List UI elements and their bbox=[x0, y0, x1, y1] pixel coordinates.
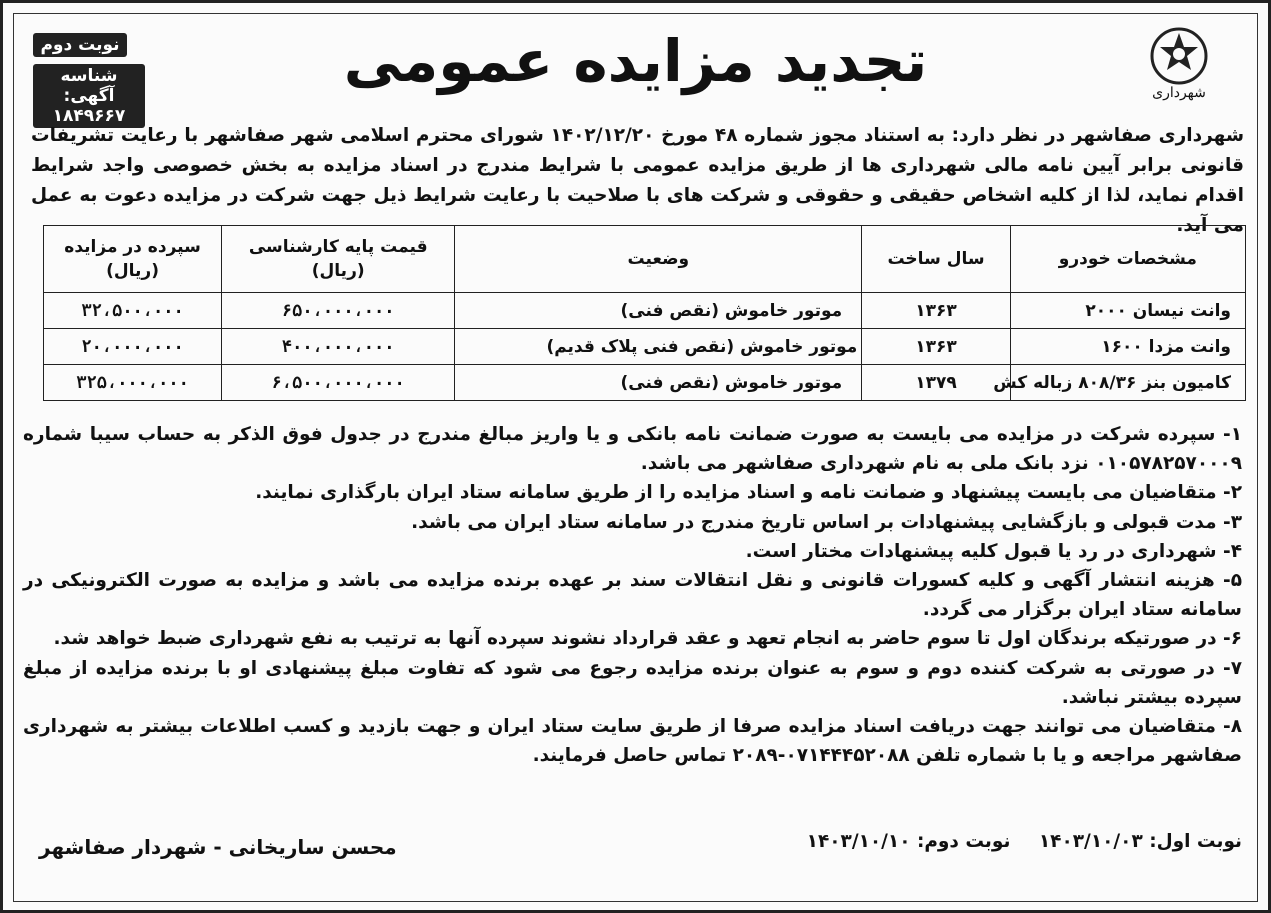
ad-id-badge: شناسه آگهی: ۱۸۴۹۶۶۷ bbox=[33, 64, 145, 128]
condition-item: ۴- شهرداری در رد یا قبول کلیه پیشنهادات مختار است. bbox=[745, 540, 1242, 562]
logo-text: شهرداری bbox=[1152, 85, 1206, 101]
round-badge: نوبت دوم bbox=[33, 33, 127, 57]
header-spec: مشخصات خودرو bbox=[1010, 226, 1245, 293]
cell-base-price: ۴۰۰،۰۰۰،۰۰۰ bbox=[222, 329, 455, 365]
footer bbox=[23, 831, 1242, 895]
cell-deposit: ۲۰،۰۰۰،۰۰۰ bbox=[44, 329, 222, 365]
header-base-price: قیمت پایه کارشناسی (ریال) bbox=[222, 226, 455, 293]
condition-item: ۲- متقاضیان می بایست پیشنهاد و ضمانت نامه و اسناد مزایده را از طریق سامانه ستاد ایران بارگذاری نمایند. bbox=[255, 482, 1242, 504]
publication-dates bbox=[785, 831, 1242, 852]
cell-deposit: ۳۲۵،۰۰۰،۰۰۰ bbox=[44, 365, 222, 401]
cell-status: موتور خاموش (نقص فنی) bbox=[455, 293, 862, 329]
cell-spec: وانت مزدا ۱۶۰۰ bbox=[1010, 329, 1245, 365]
cell-spec: کامیون بنز ۸۰۸/۳۶ زباله کش bbox=[1010, 365, 1245, 401]
table-row bbox=[44, 365, 1246, 401]
vehicles-table bbox=[43, 225, 1246, 401]
intro-paragraph: شهرداری صفاشهر در نظر دارد: به استناد مجوز شماره ۴۸ مورخ ۱۴۰۲/۱۲/۲۰ شورای محترم اسلامی شهر صفاشهر با رعایت تشریفات قانونی برابر آیین نامه مالی شهرداری ها از طریق مزایده عمومی با شرایط مندرج در اسناد مزایده به بخش خصوصی واجد شرایط اقدام نماید، لذا از کلیه اشخاص حقیقی و حقوقی و شرکت های با صلاحیت با رعایت شرایط ذیل جهت شرکت در مزایده دعوت به عمل می آید. bbox=[31, 125, 1245, 236]
condition-item: ۸- متقاضیان می توانند جهت دریافت اسناد مزایده صرفا از طریق سایت ستاد ایران و جهت بازدید و کسب اطلاعات بیشتر به شهرداری صفاشهر مراجعه و یا با شماره تلفن ۰۷۱۴۴۴۵۲۰۸۸-۲۰۸۹ تماس حاصل فرمایند. bbox=[23, 716, 1242, 767]
page-title: تجدید مزایده عمومی bbox=[343, 27, 928, 95]
cell-year: ۱۳۶۳ bbox=[862, 293, 1010, 329]
cell-status: موتور خاموش (نقص فنی پلاک قدیم) bbox=[455, 329, 862, 365]
table-row bbox=[44, 293, 1246, 329]
cell-year: ۱۳۶۳ bbox=[862, 329, 1010, 365]
condition-item: ۶- در صورتیکه برندگان اول تا سوم حاضر به انجام تعهد و عقد قرارداد نشوند سپرده آنها به ترتیب به نفع شهرداری ضبط خواهد شد. bbox=[53, 628, 1242, 650]
signature: محسن ساریخانی - شهردار صفاشهر bbox=[39, 835, 397, 859]
cell-base-price: ۶،۵۰۰،۰۰۰،۰۰۰ bbox=[222, 365, 455, 401]
cell-base-price: ۶۵۰،۰۰۰،۰۰۰ bbox=[222, 293, 455, 329]
header bbox=[21, 25, 1250, 126]
header-deposit: سپرده در مزایده (ریال) bbox=[44, 226, 222, 293]
municipality-emblem-icon bbox=[1134, 25, 1224, 87]
cell-year: ۱۳۷۹ bbox=[862, 365, 1010, 401]
condition-item: ۷- در صورتی به شرکت کننده دوم و سوم به عنوان برنده مزایده رجوع می شود که تفاوت مبلغ پیشنهادی او با برنده مزایده از مبلغ سپرده بیشتر نباشد. bbox=[23, 657, 1242, 708]
second-round-date: نوبت دوم: ۱۴۰۳/۱۰/۱۰ bbox=[806, 831, 1011, 852]
condition-item: ۵- هزینه انتشار آگهی و کلیه کسورات قانونی و نقل انتقالات سند بر عهده برنده مزایده می باشد و مزایده به صورت الکترونیکی در سامانه ستاد ایران برگزار می گردد. bbox=[23, 570, 1242, 621]
first-round-date: نوبت اول: ۱۴۰۳/۱۰/۰۳ bbox=[1038, 831, 1242, 852]
cell-status: موتور خاموش (نقص فنی) bbox=[455, 365, 862, 401]
cell-spec: وانت نیسان ۲۰۰۰ bbox=[1010, 293, 1245, 329]
header-year: سال ساخت bbox=[862, 226, 1010, 293]
conditions-list bbox=[23, 420, 1242, 770]
cell-deposit: ۳۲،۵۰۰،۰۰۰ bbox=[44, 293, 222, 329]
table-row bbox=[44, 329, 1246, 365]
table-header-row bbox=[44, 226, 1246, 293]
header-status: وضعیت bbox=[455, 226, 862, 293]
logo bbox=[1134, 25, 1224, 117]
condition-item: ۱- سپرده شرکت در مزایده می بایست به صورت ضمانت نامه بانکی و یا واریز مبالغ مندرج در جدول فوق الذکر به حساب سیبا شماره ۰۱۰۵۷۸۲۵۷۰۰۰۹ نزد بانک ملی به نام شهرداری صفاشهر می باشد. bbox=[23, 424, 1242, 475]
condition-item: ۳- مدت قبولی و بازگشایی پیشنهادات بر اساس تاریخ مندرج در سامانه ستاد ایران می باشد. bbox=[411, 511, 1242, 533]
